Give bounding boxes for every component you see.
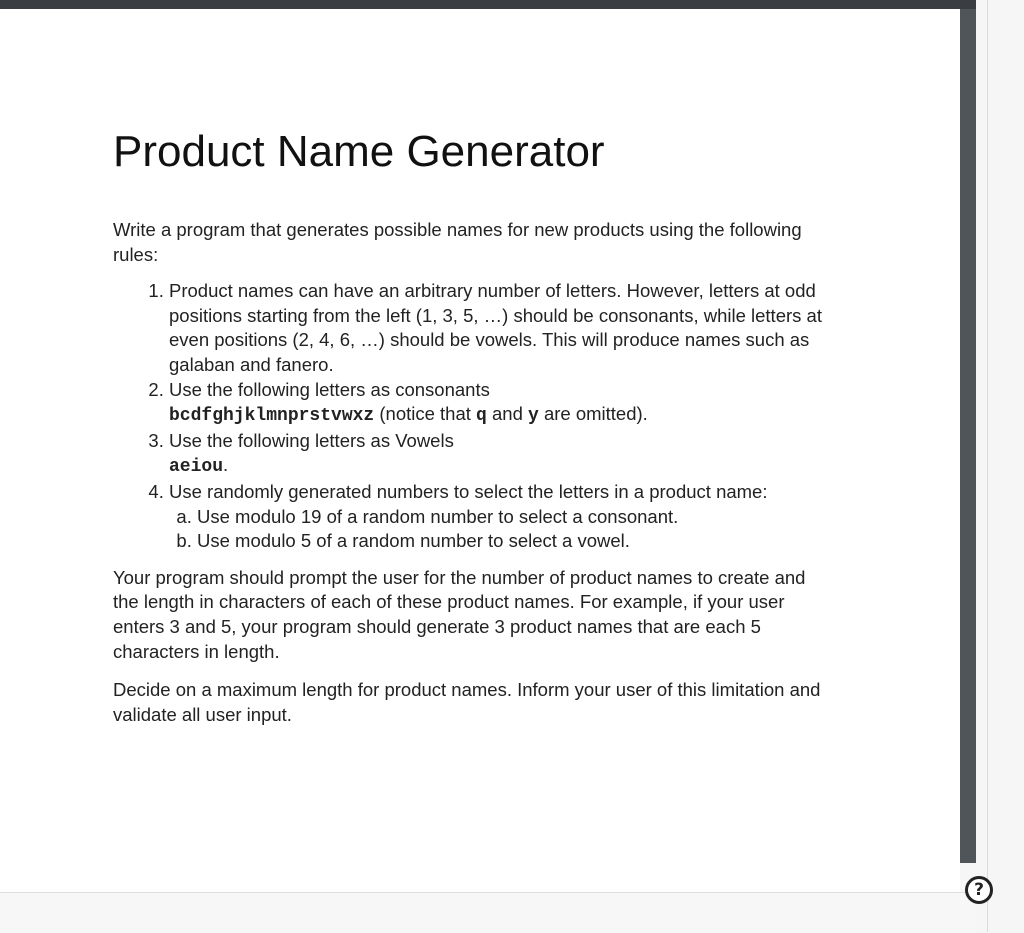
rule-4-sublist [169,505,833,554]
letter-y-code: y [528,406,539,427]
scrollbar[interactable] [960,9,976,863]
rule-4-text: Use randomly generated numbers to select the letters in a product name: [169,480,768,502]
page-title: Product Name Generator [113,127,605,176]
rule-2-note-and: and [486,403,529,425]
rules-list [113,279,833,554]
max-length-paragraph: Decide on a maximum length for product names. Inform your user of this limitation and validate all user input. [113,679,821,725]
top-bar [0,0,976,9]
intro-paragraph: Write a program that generates possible names for new products using the following rules: [113,219,802,265]
help-glyph: ? [974,880,984,900]
rail-border [987,0,988,932]
document-body [113,122,833,727]
right-rail [976,0,1024,932]
help-icon[interactable] [965,876,993,904]
rule-item-2 [169,378,833,429]
rule-2-note-end: are omitted). [538,403,648,425]
rule-3-period: . [223,454,229,476]
rule-item-4 [169,480,833,554]
rule-item-3 [169,429,833,480]
rule-2-note-start: (notice that [374,403,477,425]
rule-2-text: Use the following letters as consonants [169,378,490,400]
rule-4b-item: b. Use modulo 5 of a random number to select a vowel. [197,529,833,554]
rule-1-text: Product names can have an arbitrary number of letters. However, letters at odd positions starting from the left (1, 3, 5, …) should be consonants, while letters at even positions (2, 4, 6, …) should be vowels. This will produce names such as galaban and fanero. [169,280,822,375]
rule-item-1 [169,279,833,377]
rule-3-text: Use the following letters as Vowels [169,429,454,451]
vowels-code: aeiou [169,457,224,478]
consonants-code: bcdfghjklmnprstvwxz [169,406,375,427]
letter-q-code: q [476,406,487,427]
prompt-paragraph: Your program should prompt the user for the number of product names to create and the length in characters of each of these product names. For example, if your user enters 3 and 5, your program should generate 3 product names that are each 5 characters in length. [113,566,806,662]
rule-4a-item: a. Use modulo 19 of a random number to select a consonant. [197,505,833,530]
bottom-strip [0,892,976,933]
